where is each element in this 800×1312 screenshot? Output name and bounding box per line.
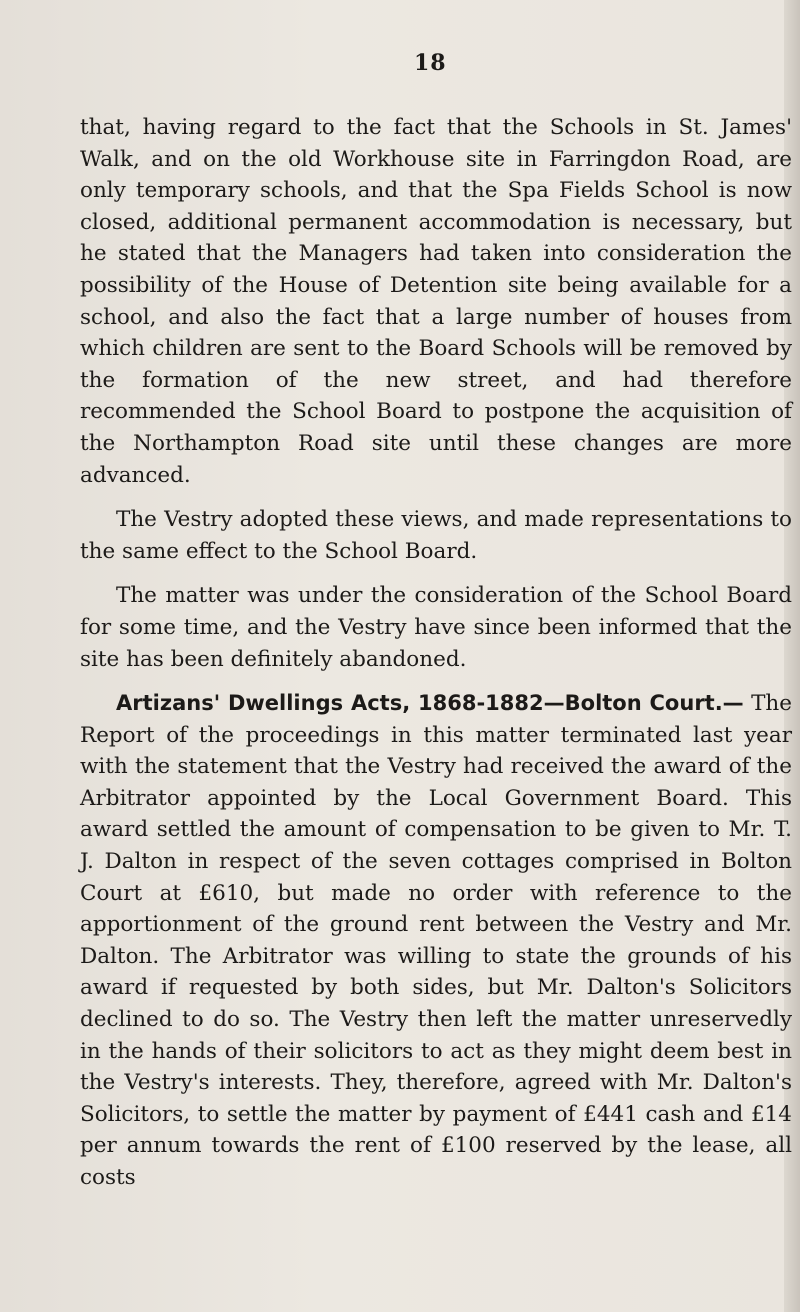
- page-number: 18: [414, 50, 447, 76]
- paragraph-site-abandoned: The matter was under the consideration of the School Board for some time, and the Vestry have since been informed that the site has been definitely abandoned.: [80, 583, 792, 672]
- document-body: [80, 112, 792, 1194]
- paragraph-vestry-adopted: The Vestry adopted these views, and made representations to the same effect to the School Board.: [80, 507, 792, 564]
- section-text: The Report of the proceedings in this matter terminated last year with the statement that the Vestry had received the award of the Arbitrator appointed by the Local Government Board. This award settled the amount of compensation to be given to Mr. T. J. Dalton in respect of the seven cottages comprised in Bolton Court at £610, but made no order with reference to the apportionment of the ground rent between the Vestry and Mr. Dalton. The Arbitrator was willing to state the grounds of his award if requested by both sides, but Mr. Dalton's Solicitors declined to do so. The Vestry then left the matter unreservedly in the hands of their solicitors to act as they might deem best in the Vestry's interests. They, therefore, agreed with Mr. Dalton's Solicitors, to settle the matter by payment of £441 cash and £14 per annum towards the rent of £100 reserved by the lease, all costs: [80, 691, 792, 1190]
- paragraph-bolton-court: [80, 688, 792, 1194]
- section-heading: Artizans' Dwellings Acts, 1868-1882—Bolton Court.—: [116, 691, 744, 716]
- paragraph-continuation: that, having regard to the fact that the Schools in St. James' Walk, and on the old Workhouse site in Farringdon Road, are only temporary schools, and that the Spa Fields School is now closed, additional permanent accommodation is necessary, but he stated that the Managers had taken into consideration the possibility of the House of Detention site being available for a school, and also the fact that a large number of houses from which children are sent to the Board Schools will be removed by the formation of the new street, and had therefore recommended the School Board to postpone the acquisition of the Northampton Road site until these changes are more advanced.: [80, 115, 792, 488]
